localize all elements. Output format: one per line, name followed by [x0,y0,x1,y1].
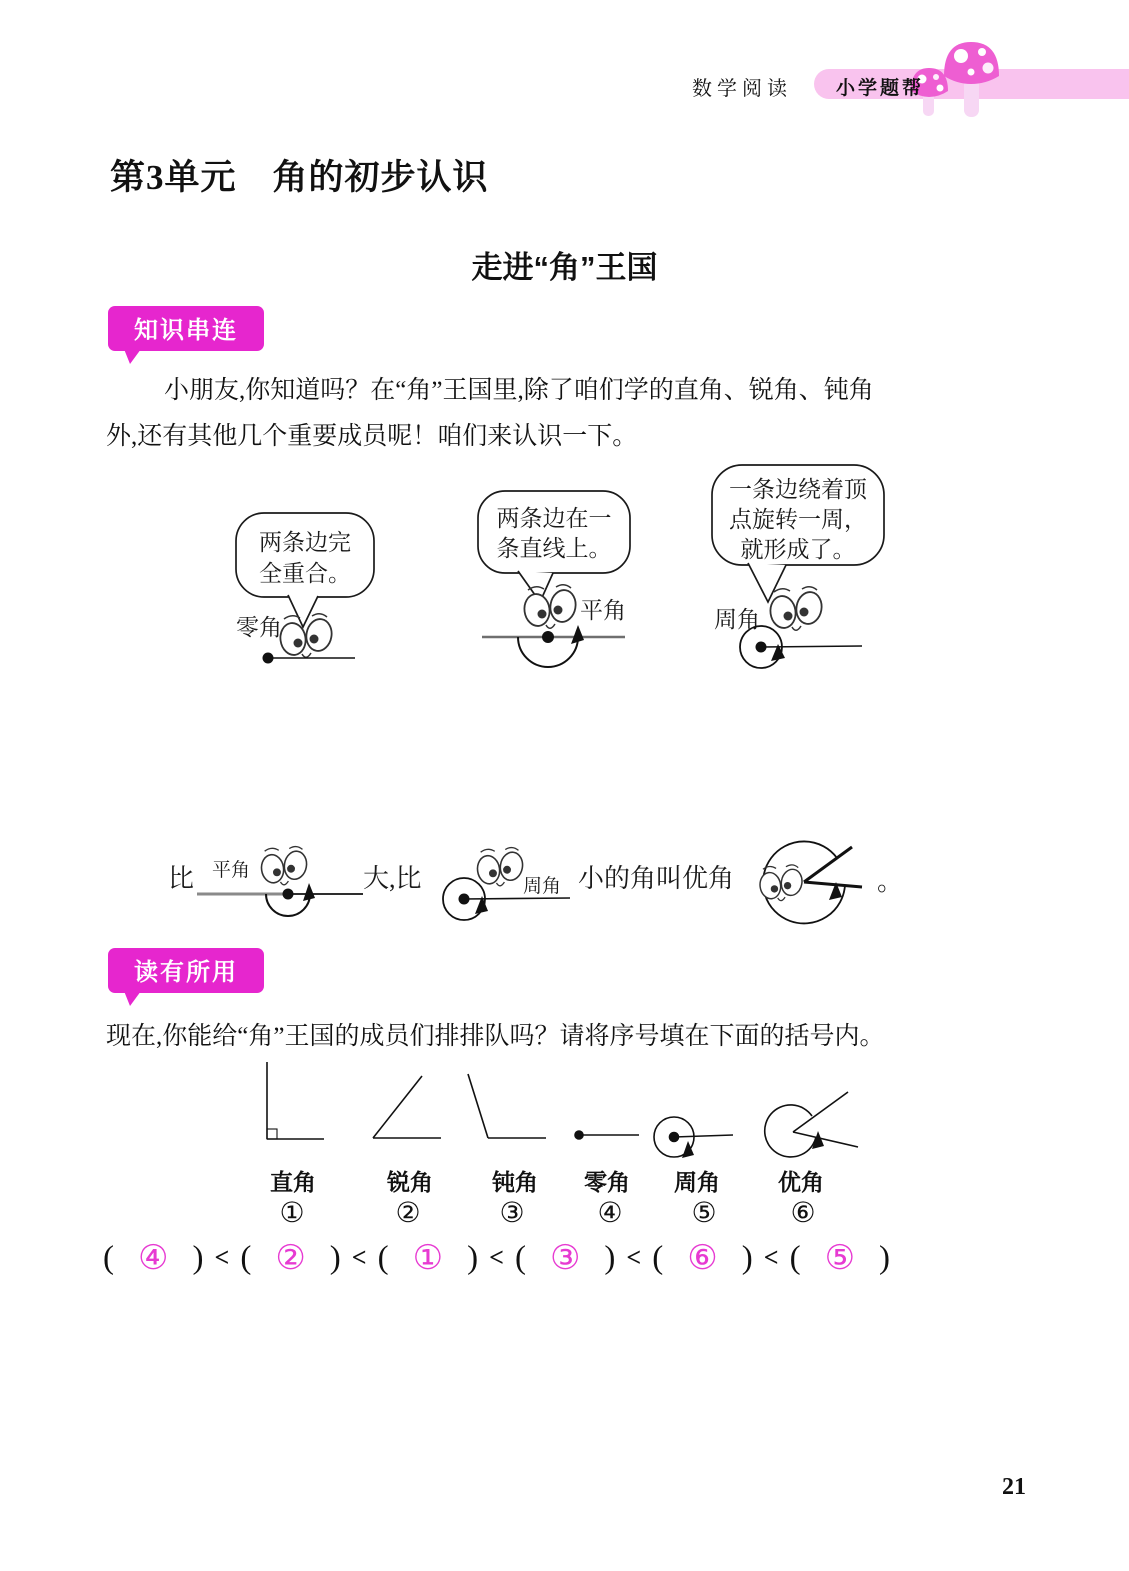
close-paren: ) [329,1239,341,1276]
cartoon-eyes-icon [522,585,578,629]
bubble-text-line: 就形成了。 [740,537,856,562]
zero-angle-bubble [236,513,374,664]
page-number: 21 [1002,1474,1026,1500]
knowledge-badge: 知识串连 [108,306,264,351]
reflex-angle-diagram [758,841,862,923]
open-paren: ( [652,1239,664,1276]
close-paren: ) [879,1239,891,1276]
cartoon-eyes-icon [768,587,824,631]
intro-line-1: 小朋友,你知道吗？在“角”王国里,除了咱们学的直角、锐角、钝角 [164,377,874,404]
angle-bubbles-figure [0,455,1129,690]
open-paren: ( [514,1239,526,1276]
exercise-prompt: 现在,你能给“角”王国的成员们排排队吗？请将序号填在下面的括号内。 [106,1023,885,1050]
sentence-part-3: 小的角叫优角 [578,864,735,893]
close-paren: ) [604,1239,616,1276]
bubble-text-line: 点旋转一周， [729,507,867,532]
angle-number-2: ② [395,1198,421,1229]
bubble-text-line: 两条边在一 [496,506,612,531]
angle-number-6: ⑥ [790,1198,816,1229]
angle-name-zero: 零角 [584,1169,630,1195]
obtuse-angle-diagram [468,1074,546,1138]
answer-value: ③ [549,1240,581,1277]
intro-paragraph [106,368,1041,460]
angle-number-3: ③ [499,1198,525,1229]
close-paren: ) [192,1239,204,1276]
angle-name-reflex: 优角 [778,1169,824,1195]
bubble-text-line: 两条边完 [259,530,351,555]
sentence-period: 。 [877,867,904,896]
open-paren: ( [240,1239,252,1276]
angle-name-right: 直角 [270,1169,316,1195]
open-paren: ( [377,1239,389,1276]
answer-value: ⑥ [687,1240,718,1277]
full-angle-diagram [654,1117,733,1158]
reflex-angle-diagram [765,1092,858,1157]
less-than-sign: < [214,1243,230,1272]
angle-number-5: ⑤ [691,1198,717,1229]
angle-label-straight: 平角 [580,598,626,623]
full-angle-diagram [740,626,862,668]
brand-label: 小学题帮 [836,78,925,99]
straight-angle-diagram [482,625,625,667]
full-angle-label: 周角 [523,876,562,897]
cartoon-eyes-icon [476,848,525,886]
less-than-sign: < [763,1243,779,1272]
bubble-text-line: 条直线上。 [496,536,612,561]
intro-line-2: 外,还有其他几个重要成员呢！咱们来认识一下。 [106,423,638,450]
cartoon-eyes-icon [260,847,309,885]
angle-name-acute: 锐角 [387,1169,433,1195]
straight-angle-bubble [478,491,630,667]
angle-number-4: ④ [597,1198,623,1229]
sentence-part-1: 比 [168,864,195,893]
less-than-sign: < [626,1243,642,1272]
zero-angle-diagram [263,653,356,664]
page-title: 第3单元 角的初步认识 [110,158,489,197]
close-paren: ) [741,1239,753,1276]
reading-badge: 读有所用 [108,948,264,993]
close-paren: ) [467,1239,479,1276]
right-angle-diagram [267,1062,324,1139]
bubble-text-line: 一条边绕着顶 [729,477,867,502]
straight-angle-diagram [197,847,363,916]
less-than-sign: < [351,1243,367,1272]
zero-angle-diagram [575,1131,639,1139]
answer-value: ① [412,1240,444,1277]
answer-value: ② [275,1240,306,1277]
angle-number-1: ① [279,1198,305,1229]
less-than-sign: < [489,1243,504,1272]
header-category-label: 数学阅读 [692,78,792,100]
straight-angle-label: 平角 [212,860,251,881]
angle-name-full: 周角 [674,1169,720,1195]
bubble-text-line: 全重合。 [259,561,351,586]
angle-name-obtuse: 钝角 [492,1169,538,1195]
open-paren: ( [103,1239,114,1276]
angle-label-full: 周角 [714,607,760,632]
angle-diagrams-figure [0,1058,1129,1166]
angle-label-zero: 零角 [236,615,282,640]
sentence-part-2: 大,比 [363,864,422,893]
full-angle-diagram [443,848,570,920]
acute-angle-diagram [373,1076,441,1138]
answer-value: ④ [138,1240,169,1277]
reflex-sentence-figure [0,835,1129,947]
section-subtitle: 走进“角”王国 [471,250,658,285]
full-angle-bubble [712,465,884,668]
open-paren: ( [789,1239,801,1276]
answer-row [103,1238,890,1278]
answer-value: ⑤ [824,1240,856,1277]
